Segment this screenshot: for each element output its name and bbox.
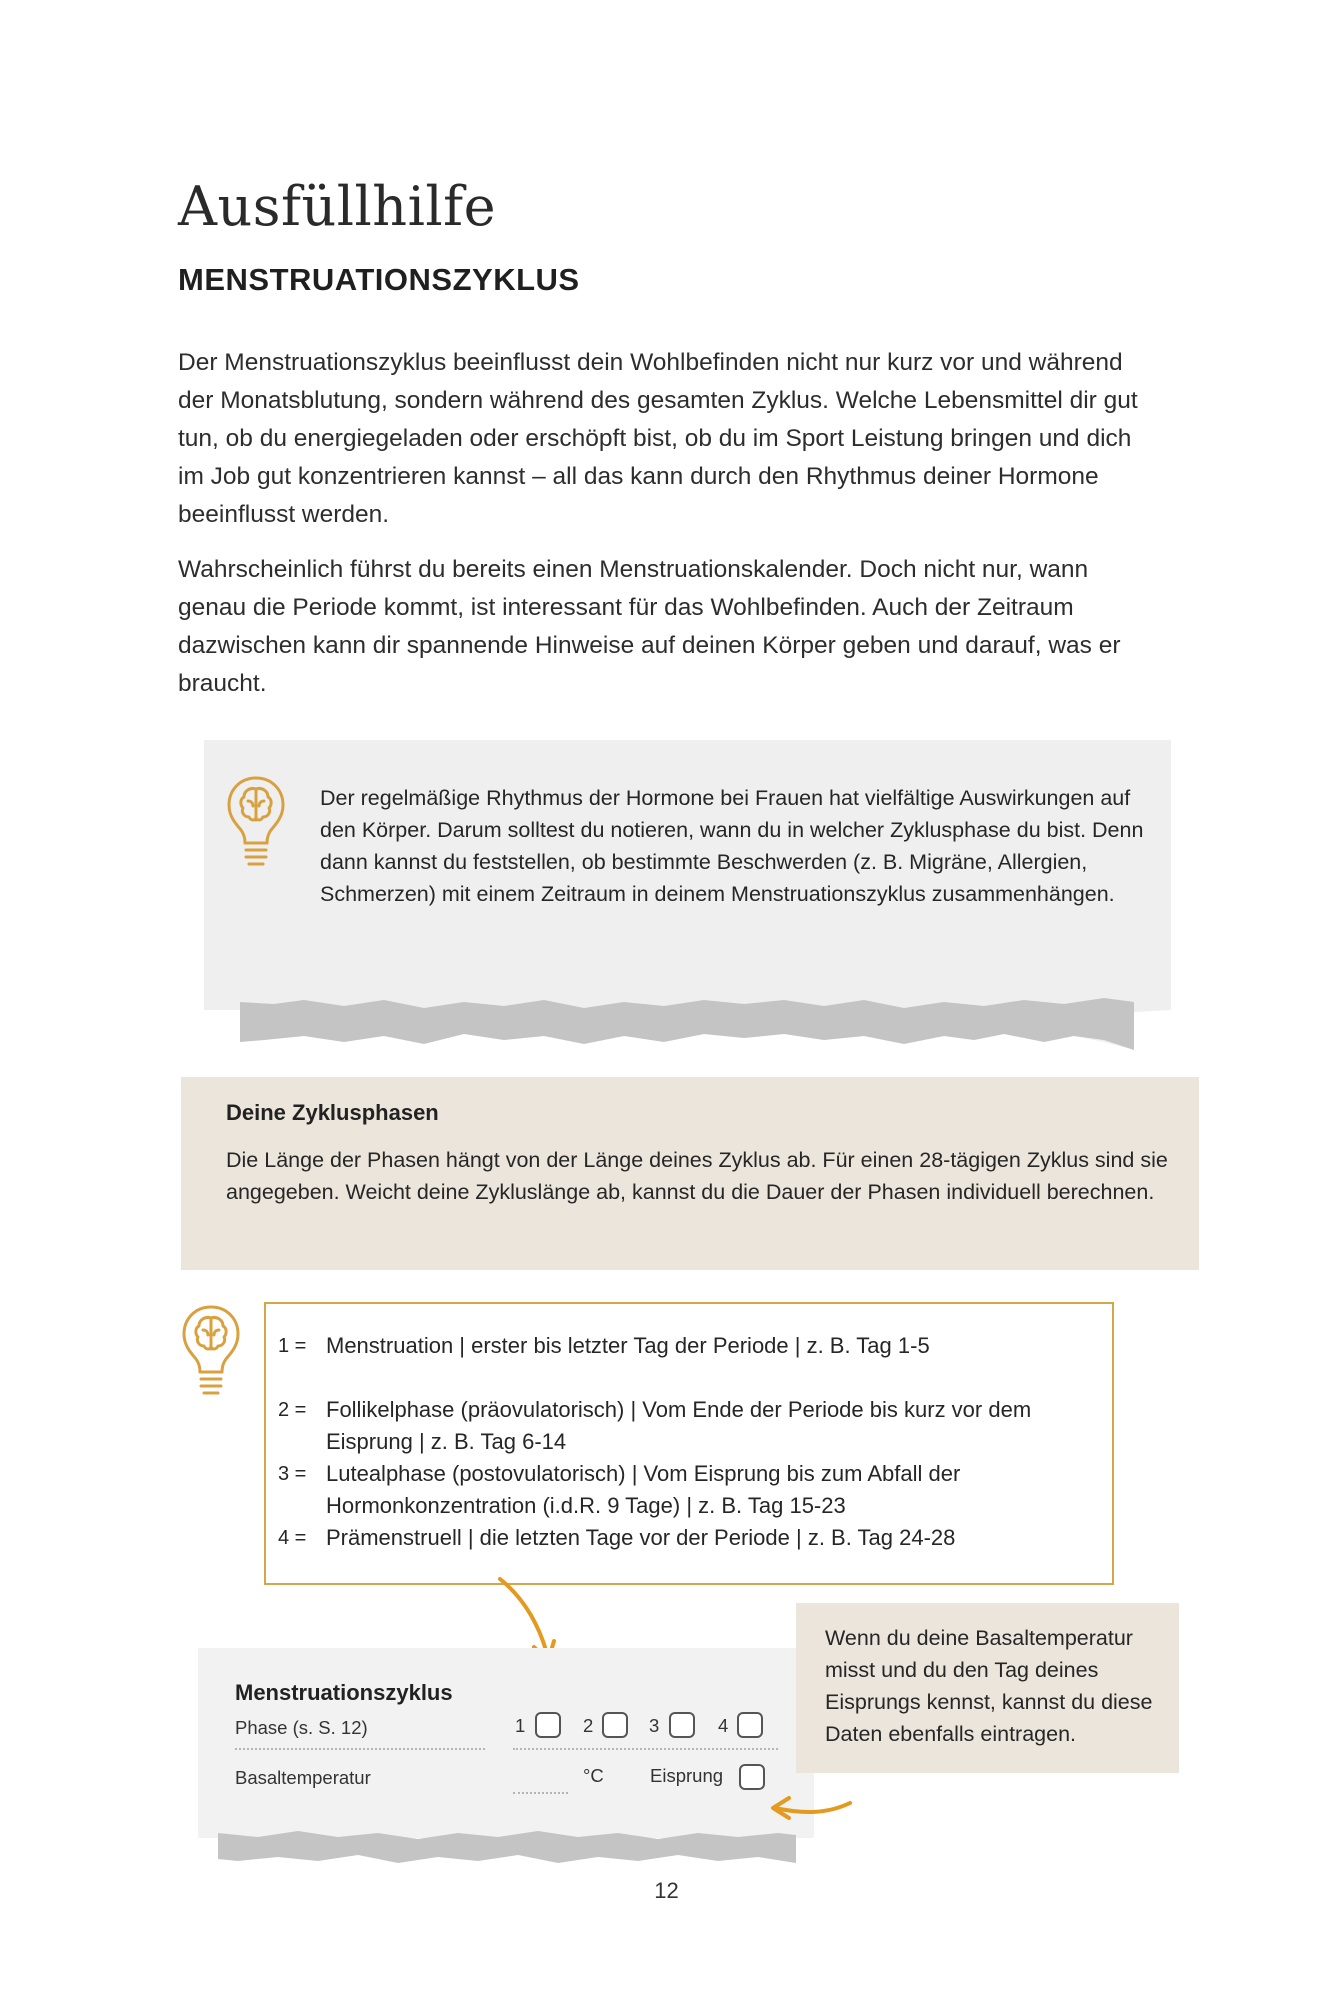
phase-description: Menstruation | erster bis letzter Tag der Periode | z. B. Tag 1-5 [326,1333,930,1358]
temperature-unit: °C [583,1765,604,1786]
tip-text: Der regelmäßige Rhythmus der Hormone bei Frauen hat vielfältige Auswirkungen auf den Körper. Darum solltest du notieren, wann du in welcher Zyklusphase du bist. Denn dann kannst du feststellen, ob bestimmte Beschwerden (z. B. Migräne, Allergien, Schmerzen) mit einem Zeitraum in deinem Menstruationszyklus zusammenhängen. [320,786,1144,906]
ovulation-label: Eisprung [650,1765,724,1786]
arrow-icon [765,1790,855,1830]
temperature-label: Basaltemperatur [235,1767,371,1788]
form-title: Menstruationszyklus [235,1680,453,1705]
phase-option-label: 2 [583,1715,594,1736]
lightbulb-brain-icon [226,775,286,875]
phase-option-label: 1 [515,1715,526,1736]
torn-edge-decoration [204,990,1171,1060]
phase-description: Lutealphase (postovulatorisch) | Vom Eisprung bis zum Abfall der Hormonkonzentration (i.d.R. 9 Tage) | z. B. Tag 15-23 [326,1461,961,1518]
ovulation-checkbox[interactable] [739,1764,765,1790]
phase-label: Phase (s. S. 12) [235,1717,368,1738]
phase-description: Prämenstruell | die letzten Tage vor der Periode | z. B. Tag 24-28 [326,1525,956,1550]
lightbulb-brain-icon [181,1304,241,1404]
phase-number: 3 = [278,1463,307,1485]
phase-3-checkbox[interactable] [669,1712,695,1738]
phase-option-label: 3 [649,1715,660,1736]
phase-info-title: Deine Zyklusphasen [226,1100,439,1125]
phase-number: 1 = [278,1335,307,1357]
note-text: Wenn du deine Basaltemperatur misst und du den Tag deines Eisprungs kennst, kannst du diese Daten ebenfalls eintragen. [825,1626,1153,1746]
form-card [198,1648,814,1838]
phase-4-checkbox[interactable] [737,1712,763,1738]
intro-paragraph-2: Wahrscheinlich führst du bereits einen Menstruationskalender. Doch nicht nur, wann genau die Periode kommt, ist interessant für das Wohlbefinden. Auch der Zeitraum dazwischen kann dir spannende Hinweise auf deinen Körper geben und darauf, was er braucht. [178,556,1121,697]
phase-option-label: 4 [718,1715,729,1736]
phase-number: 4 = [278,1527,307,1549]
phase-number: 2 = [278,1399,307,1421]
lightbulb-brain-icon [226,775,286,875]
section-heading: MENSTRUATIONSZYKLUS [178,262,580,297]
phase-1-checkbox[interactable] [535,1712,561,1738]
torn-edge-decoration [198,1825,814,1870]
divider [235,1748,485,1750]
phase-description: Follikelphase (präovulatorisch) | Vom Ende der Periode bis kurz vor dem Eisprung | z. B. Tag 6-14 [326,1397,1032,1454]
temperature-field[interactable] [513,1792,568,1794]
page-title: Ausfüllhilfe [178,175,497,238]
divider [513,1748,778,1750]
intro-paragraph-1: Der Menstruationszyklus beeinflusst dein Wohlbefinden nicht nur kurz vor und während der Monatsblutung, sondern während des gesamten Zyklus. Welche Lebensmittel dir gut tun, ob du energiegeladen oder erschöpft bist, ob du im Sport Leistung bringen und dich im Job gut konzentrieren kannst – all das kann durch den Rhythmus deiner Hormone beeinflusst werden. [178,349,1138,528]
phase-info-text: Die Länge der Phasen hängt von der Länge deines Zyklus ab. Für einen 28-tägigen Zyklus sind sie angegeben. Weicht deine Zykluslänge ab, kannst du die Dauer der Phasen individuell berechnen. [226,1148,1168,1204]
page-number: 12 [654,1878,679,1903]
phase-2-checkbox[interactable] [602,1712,628,1738]
phase-list [264,1302,1114,1585]
